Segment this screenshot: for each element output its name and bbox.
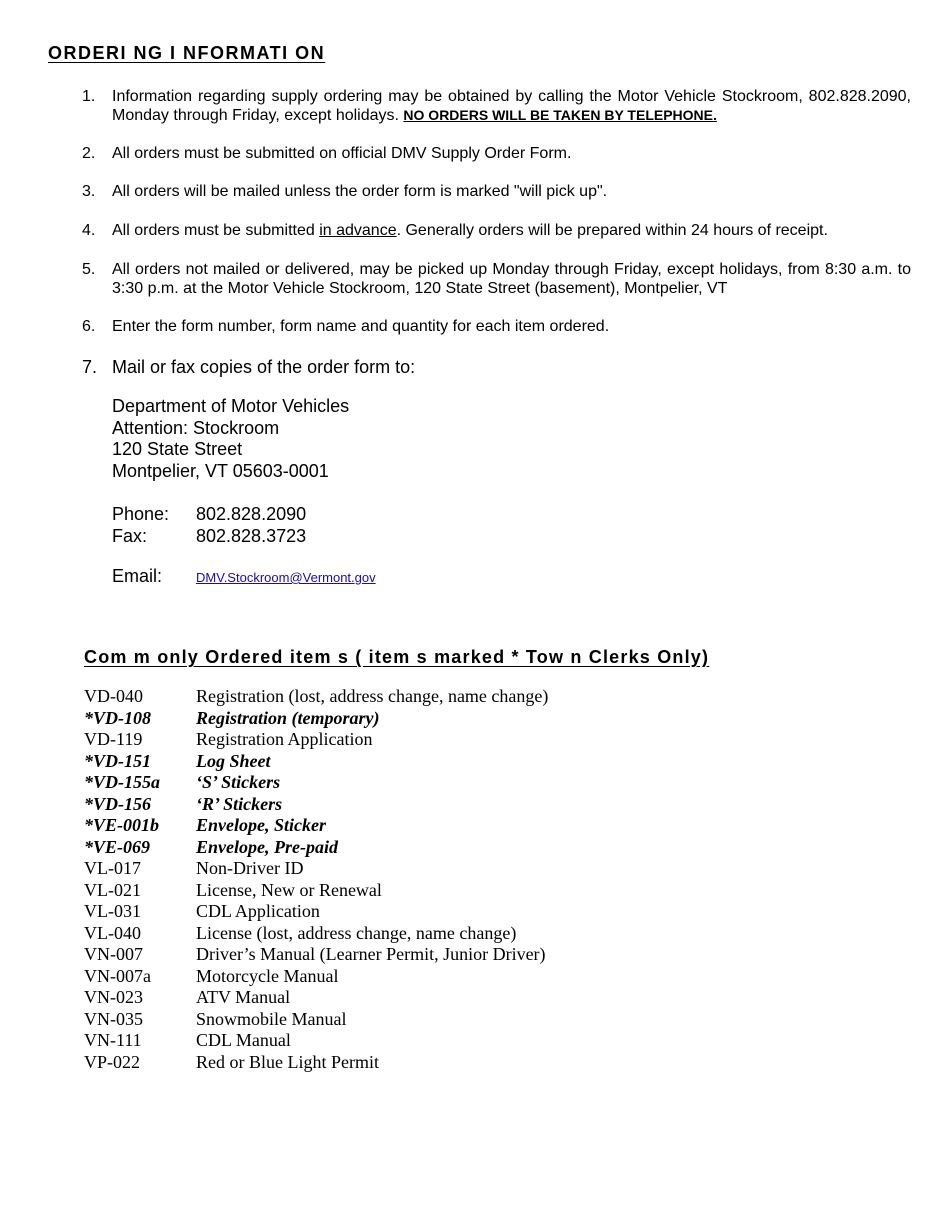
form-code: VN-007 [84,944,143,964]
form-code: *VD-155a [84,772,160,792]
email-link[interactable]: DMV.Stockroom@Vermont.gov [196,570,376,585]
form-name: Motorcycle Manual [196,965,339,986]
form-name: Log Sheet [196,750,271,771]
no-phone-orders-warning: NO ORDERS WILL BE TAKEN BY TELEPHONE. [403,107,717,123]
form-name: License, New or Renewal [196,879,382,900]
instruction-text: All orders will be mailed unless the order form is marked "will pick up". [112,183,608,200]
form-code: *VD-151 [84,750,151,771]
instruction-text: All orders not mailed or delivered, may be picked up Monday through Friday, except holidays, from 8:30 a.m. to 3:30 p.m. at the Motor Vehicle Stockroom, 120 State Street (basement), Montpelier, VT [112,261,911,297]
form-name: License (lost, address change, name change) [196,922,517,943]
form-name: Registration (lost, address change, name change) [196,686,549,706]
address-line: Montpelier, VT 05603-0001 [112,460,329,481]
form-name: Non-Driver ID [196,858,304,878]
form-code: VL-017 [84,858,141,878]
form-name: ATV Manual [196,987,291,1007]
fax-label: Fax: [112,526,148,546]
form-name: ‘S’ Stickers [196,772,281,792]
form-code: VL-040 [84,922,141,943]
form-code: VD-040 [84,686,143,706]
instruction-text: All orders must be submitted on official DMV Supply Order Form. [112,145,572,162]
form-code: *VE-001b [84,815,160,835]
instruction-text: All orders must be submitted in advance. Generally orders will be prepared within 24 hours of receipt. [112,222,828,239]
item-number: 1. [82,88,96,105]
address-line: 120 State Street [112,439,243,459]
instruction-text: Mail or fax copies of the order form to: [112,357,416,377]
form-name: Driver’s Manual (Learner Permit, Junior Driver) [196,944,546,964]
form-name: Registration Application [196,729,373,749]
form-code: VN-111 [84,1030,142,1050]
form-code: VN-007a [84,965,151,986]
phone-number: 802.828.2090 [196,504,307,524]
catalog-title: Com m only Ordered item s ( item s marked * Tow n Clerks Only) [84,647,710,667]
address-line: Department of Motor Vehicles [112,396,350,416]
form-name: Registration (temporary) [196,707,380,728]
instruction-text: Enter the form number, form name and quantity for each item ordered. [112,318,610,335]
form-code: VN-023 [84,987,143,1007]
page-title: ORDERI NG I NFORMATI ON [48,43,326,63]
mailing-address [112,396,349,482]
item-number: 3. [82,183,96,200]
form-code: VN-035 [84,1008,143,1029]
item-number: 7. [82,357,98,377]
form-code: VL-021 [84,879,141,900]
form-name: CDL Application [196,901,320,921]
email-label: Email: [112,566,163,586]
form-name: Snowmobile Manual [196,1008,347,1029]
item-number: 4. [82,222,96,239]
form-name: Envelope, Pre-paid [196,836,338,857]
form-name: Red or Blue Light Permit [196,1051,379,1072]
fax-number: 802.828.3723 [196,526,307,546]
phone-label: Phone: [112,504,170,524]
form-name: Envelope, Sticker [196,815,326,835]
in-advance-underlined: in advance [319,222,397,239]
form-code: *VE-069 [84,836,151,857]
item-number: 5. [82,261,96,278]
form-code: VD-119 [84,729,143,749]
form-name: CDL Manual [196,1030,291,1050]
form-code: VP-022 [84,1051,141,1072]
form-name: ‘R’ Stickers [196,793,283,814]
form-code: *VD-156 [84,793,151,814]
form-code: *VD-108 [84,707,151,728]
form-code: VL-031 [84,901,141,921]
item-number: 2. [82,145,96,162]
instruction-text: Information regarding supply ordering may be obtained by calling the Motor Vehicle Stockroom, 802.828.2090, Monday through Friday, except holidays. NO ORDERS WILL BE TAKEN BY TELEPHONE. [112,88,911,124]
item-number: 6. [82,318,96,335]
address-line: Attention: Stockroom [112,417,280,438]
